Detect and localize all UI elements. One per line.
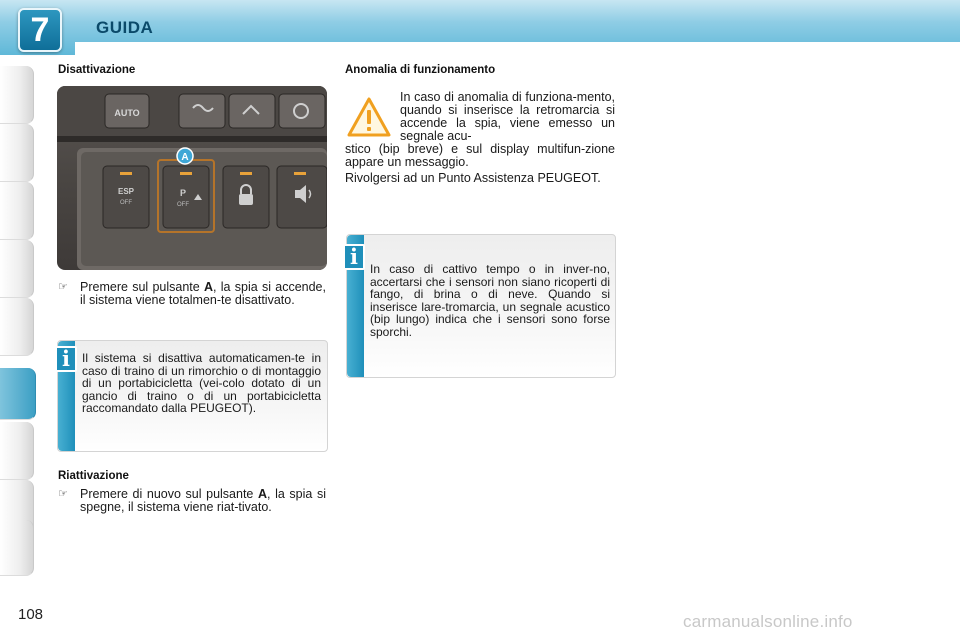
dashboard-buttons-illustration <box>57 86 327 270</box>
auto-button-label: AUTO <box>114 108 140 118</box>
disable-heading: Disattivazione <box>58 64 136 76</box>
header-divider <box>75 42 960 55</box>
esp-off-label: OFF <box>120 200 132 206</box>
disable-step-key: A <box>203 280 214 294</box>
side-tab-4[interactable] <box>0 240 34 298</box>
dashboard-buttons-photo <box>57 86 327 270</box>
fault-heading: Anomalia di funzionamento <box>345 64 496 76</box>
info-icon: i <box>343 244 365 270</box>
watermark: carmanualsonline.info <box>683 612 853 631</box>
disable-step-after: , la spia si accende, il sistema viene totalmen-te disattivato. <box>80 280 326 307</box>
reenable-step-before: Premere di nuovo sul pulsante <box>80 487 258 501</box>
service-text: Rivolgersi ad un Punto Assistenza PEUGEOT. <box>345 171 601 185</box>
info-trailer-text: Il sistema si disattiva automaticamen-te in caso di traino di un rimorchio o di montaggio di un portabicicletta (vei-colo dotato di un gancio di traino o di un portabicicletta raccomandato dalla PEUGEOT). <box>82 351 321 415</box>
side-tab-6-active[interactable] <box>0 368 36 420</box>
chapter-title: GUIDA <box>96 18 154 37</box>
disable-step-text <box>80 281 326 307</box>
fault-text-indented: In caso di anomalia di funziona-mento, quando si inserisce la retromarcia si accende la spia, viene emesso un segnale acu- <box>400 90 615 143</box>
chapter-badge: 7 <box>18 8 62 52</box>
pointing-hand-icon: ☞ <box>58 488 68 500</box>
side-tab-7[interactable] <box>0 422 34 480</box>
reenable-step-after: , la spia si spegne, il sistema viene riat-tivato. <box>80 487 326 514</box>
reenable-heading: Riattivazione <box>58 470 129 482</box>
fault-text-full: stico (bip breve) e sul display multifun-zione appare un messaggio. <box>345 142 615 169</box>
disable-step <box>58 281 326 307</box>
reenable-step-text <box>80 488 326 514</box>
reenable-step <box>58 488 326 514</box>
side-tab-1[interactable] <box>0 66 34 124</box>
side-tab-3[interactable] <box>0 182 34 240</box>
park-button-label: P <box>179 188 187 198</box>
pointing-hand-icon: ☞ <box>58 281 68 293</box>
park-off-label: OFF <box>177 202 189 208</box>
reenable-step-key: A <box>257 487 268 501</box>
info-weather-text: In caso di cattivo tempo o in inver-no, accertarsi che i sensori non siano ricoperti di fango, di brina o di neve. Quando si inserisce lare-tromarcia, un segnale acustico (bip lungo) indica che i sensori sono forse sporchi. <box>370 262 610 339</box>
warning-triangle-icon <box>346 96 392 138</box>
info-icon: i <box>55 346 77 372</box>
side-tab-9[interactable] <box>0 520 34 576</box>
side-tab-5[interactable] <box>0 298 34 356</box>
side-tab-2[interactable] <box>0 124 34 182</box>
marker-a-label: A <box>181 152 189 163</box>
disable-step-before: Premere sul pulsante <box>80 280 204 294</box>
esp-button-label: ESP <box>117 187 135 196</box>
page-number: 108 <box>18 606 44 623</box>
